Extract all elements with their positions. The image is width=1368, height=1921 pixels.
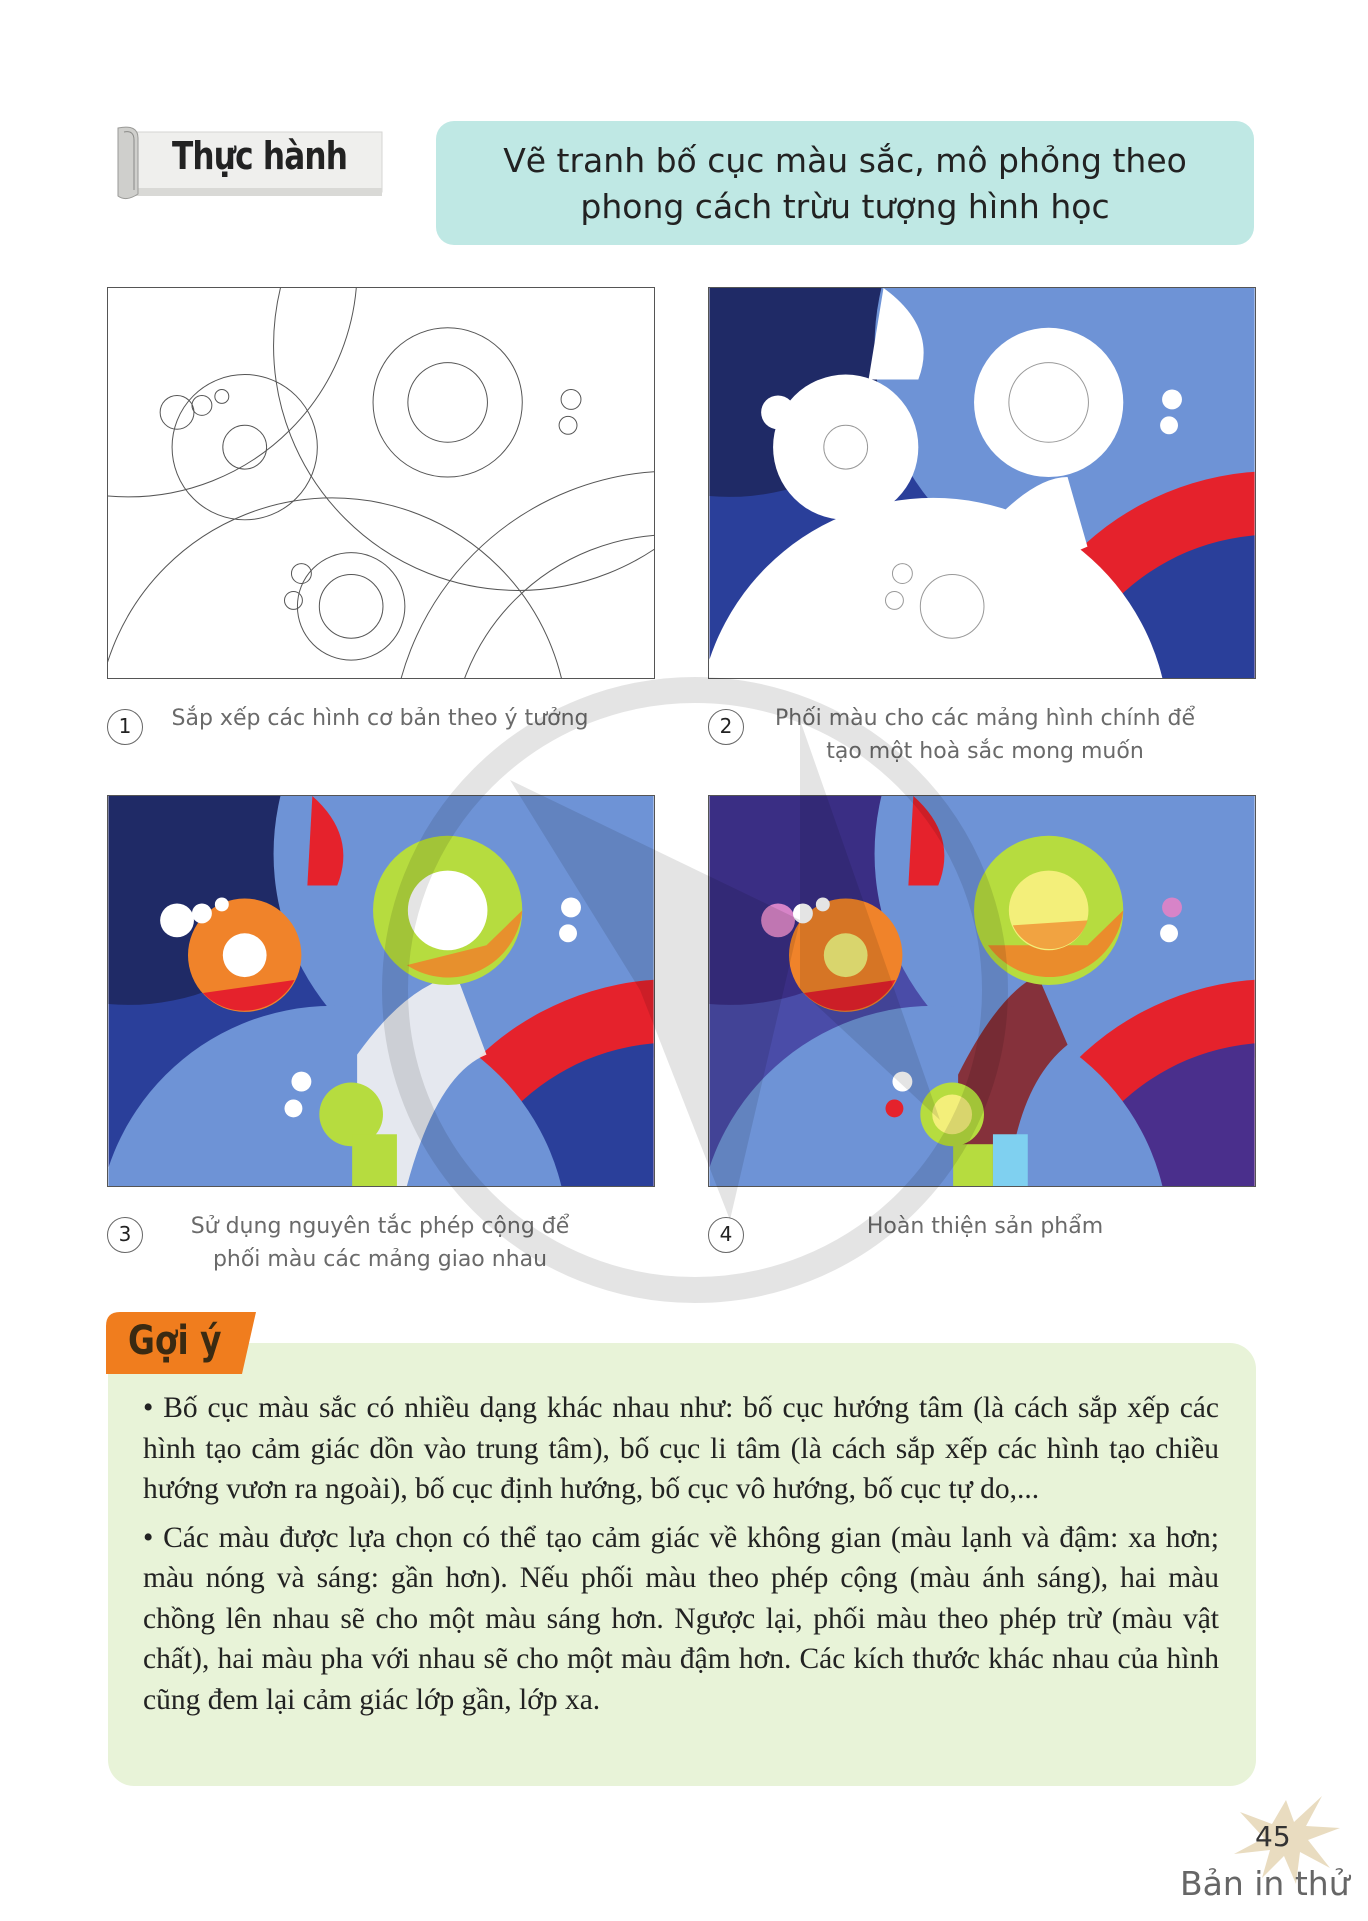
section-tag-label: Thực hành (172, 134, 348, 178)
step-2-caption-line-1: Phối màu cho các mảng hình chính để (774, 706, 1196, 731)
activity-title-line-1: Vẽ tranh bố cục màu sắc, mô phỏng theo (503, 141, 1187, 180)
draft-label: Bản in thử (1180, 1864, 1350, 1903)
hint-tag (106, 1312, 256, 1374)
step-2-number: 2 (708, 709, 744, 745)
hint-paragraph-1: • Bố cục màu sắc có nhiều dạng khác nhau như: bố cục hướng tâm (là cách sắp xếp các hình tạo cảm giác dồn vào trung tâm), bố cục li tâm (là cách sắp xếp các hình tạo chiều hướng vươn ra ngoài), bố cục định hướng, bố cục vô hướng, bố cục tự do,... (143, 1392, 1219, 1505)
section-tag-practice (112, 124, 390, 202)
step-3-caption (160, 1210, 600, 1276)
activity-title (436, 121, 1254, 245)
step-3-number: 3 (107, 1217, 143, 1253)
hint-text (143, 1388, 1219, 1728)
step-3-caption-line-2: phối màu các mảng giao nhau (212, 1247, 548, 1272)
step-3-caption-line-1: Sử dụng nguyên tắc phép cộng để (190, 1214, 570, 1239)
step-4-number: 4 (708, 1217, 744, 1253)
step-2-caption (760, 702, 1210, 768)
step-4-caption (760, 1210, 1210, 1243)
step-4-caption-line-1: Hoàn thiện sản phẩm (866, 1214, 1104, 1239)
page-number: 45 (1255, 1820, 1291, 1853)
step-1-caption (150, 702, 610, 735)
step-4-final-image (708, 795, 1256, 1187)
step-2-color-image (708, 287, 1256, 679)
step-3-color-image (107, 795, 655, 1187)
step-1-sketch-image (107, 287, 655, 679)
step-1-number: 1 (107, 709, 143, 745)
hint-paragraph-2: • Các màu được lựa chọn có thể tạo cảm giác về không gian (màu lạnh và đậm: xa hơn; màu nóng và sáng: gần hơn). Nếu phối màu theo phép cộng (màu ánh sáng), hai màu chồng lên nhau sẽ cho một màu sáng hơn. Ngược lại, phối màu theo phép trừ (màu vật chất), hai màu pha với nhau sẽ cho một màu đậm hơn. Các kích thước khác nhau của hình cũng đem lại cảm giác lớp gần, lớp xa. (143, 1521, 1219, 1716)
hint-tag-label: Gợi ý (128, 1318, 222, 1364)
step-2-caption-line-2: tạo một hoà sắc mong muốn (826, 739, 1144, 764)
step-1-caption-line-1: Sắp xếp các hình cơ bản theo ý tưởng (171, 706, 589, 731)
activity-title-line-2: phong cách trừu tượng hình học (580, 187, 1110, 226)
